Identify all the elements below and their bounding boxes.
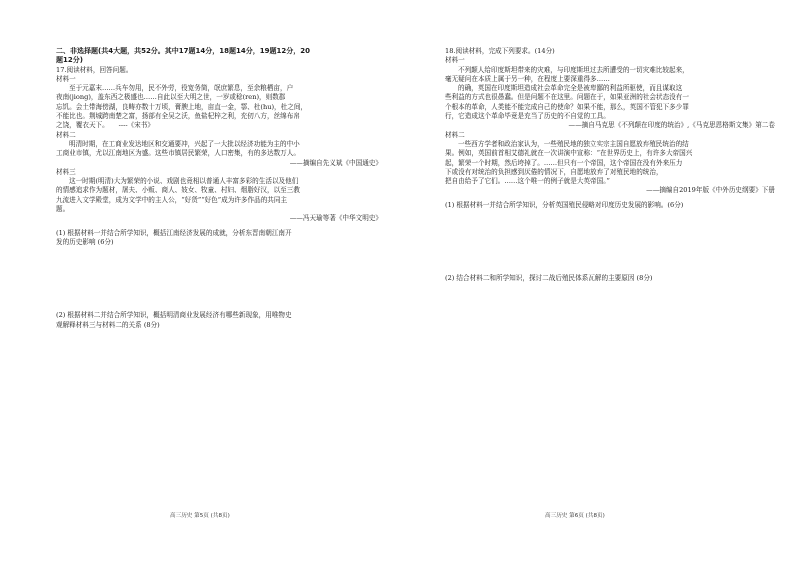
- material-2-line: 把自由给予了它们。……这个唯一的例子就是大英帝国。”: [445, 177, 610, 186]
- material-3-line: 这一时期(明清)大为繁荣的小说、戏剧也竟相以普通人丰富多彩的生活以及他们: [69, 177, 299, 186]
- material-1-label: 材料一: [445, 56, 465, 65]
- material-1-line: 行，它造成这个革命毕竟是充当了历史的不自觉的工具。: [445, 112, 610, 121]
- question-1-line: (1) 根据材料一并结合所学知识，概括江南经济发展的成就，分析东晋南朝江南开: [56, 228, 292, 237]
- page-6: [397, 0, 794, 561]
- q18-prompt: 18.阅读材料，完成下列要求。(14分): [445, 47, 555, 55]
- question-2-line: 观解释材料三与材料二的关系 (8分): [56, 320, 160, 329]
- question-1-line: (1) 根据材料一并结合所学知识，分析英国殖民侵略对印度历史发展的影响。(6分): [445, 200, 684, 209]
- material-3-source: ——冯天瑜等著《中华文明史》: [289, 214, 382, 223]
- material-2-label: 材料二: [445, 130, 465, 139]
- material-1-line: 的确，英国在印度斯坦造成社会革命完全是被卑鄙的利益所驱使，而且谋取这: [458, 84, 683, 93]
- material-2-label: 材料二: [56, 130, 76, 139]
- section-title-line-1: 二、非选择题(共4大题，共52分。其中17题14分，18题14分，19题12分，20: [56, 47, 310, 55]
- question-2-line: (2) 根据材料二并结合所学知识，概括明清商业发展经济有哪些新现象，用唯物史: [56, 311, 292, 320]
- material-2-source: ——摘编自先义斌《中国通史》: [289, 158, 382, 167]
- material-2-line: 明清时期，在工商业发达地区和交通要冲，兴起了一大批以经济功能为主的中小: [69, 139, 300, 148]
- material-1-line: 毫无疑问在本质上属于另一种，在程度上要深重得多……: [445, 74, 610, 83]
- section-title-line-2: 题12分): [56, 56, 83, 65]
- material-1-line: 之饶，覆衣天下。 ----《宋书》: [56, 121, 154, 130]
- material-3-label: 材料三: [56, 167, 76, 176]
- material-2-line: 下或没有对统治的负担感到厌倦的情况下，自愿地放弃了对殖民地的统治，: [445, 167, 663, 176]
- material-2-line: 果。例如，英国前首相艾德礼就在一次讲演中宣称：“在世界历史上，有许多大帝国兴: [445, 149, 693, 158]
- material-3-line: 题。: [56, 205, 70, 214]
- question-1-line: 发的历史影响 (6分): [56, 237, 114, 246]
- left-column: [56, 47, 386, 330]
- material-1-line: 忘饥。会土带海傍湖，良畴亦数十万顷，膏腴上地，亩直一金，鄠、杜(hu)，杜之间，: [56, 102, 308, 111]
- material-1-line: 夜南(jiong)，盖东西之极盛也……自此以至大明之世，一岁或稔(ren)，则数郡: [56, 93, 286, 102]
- question-2-line: (2) 结合材料二和所学知识，探讨二战后殖民体系瓦解的主要原因 (8分): [445, 274, 653, 283]
- page-footer: 高三历史 第5页 (共8页): [170, 513, 230, 519]
- material-1-line: 至于元嘉末……兵车勿用，民不外劳，役宽务简，氓庶繁息，至余粮栖亩，户: [69, 84, 294, 93]
- material-1-line: 不列颠人给印度斯坦带来的灾难，与印度斯坦过去所遭受的一切灾难比较起来，: [458, 65, 689, 74]
- material-2-line: 工商业市镇，尤以江南地区为盛。这些市镇居民繁荣，人口密集，有的多达数万人。: [56, 149, 300, 158]
- material-1-line: 不能比也。荆城跨南楚之富，扬部有全吴之沃，鱼盐杞梓之利，充仞八方，丝绵布帛: [56, 112, 300, 121]
- material-2-line: 一些西方学者和政治家认为，一些殖民地的独立实宗主国自愿放弃殖民统治的结: [458, 139, 689, 148]
- material-3-line: 的情感追求作为题材，屠夫、小贩、商人、妓女、牧童、村妇、烟脂好汉，以至三教: [56, 186, 300, 195]
- right-column: [445, 47, 779, 283]
- material-2-source: ——摘编自2019年版《中外历史纲要》下册: [646, 186, 775, 195]
- q17-prompt: 17.阅读材料，回答问题。: [56, 65, 133, 74]
- material-2-line: 起，繁荣一个时期，然后垮掉了。……但只有一个帝国，这个帝国在没有外来压力: [445, 158, 683, 167]
- material-3-line: 九流进入文学殿堂，成为文学中的主人公，“好货”“好色”成为许多作品的共同主: [56, 195, 288, 204]
- material-1-line: 些利益的方式也很愚蠢。但是问题不在这里。问题在于，如果亚洲的社会状态没有一: [445, 93, 689, 102]
- material-1-source: ——摘自马克思《不列颠在印度的统治》,《马克思恩格斯文集》第二卷: [568, 121, 775, 130]
- material-1-line: 个根本的革命，人类能不能完成自己的使命？如果不能，那么，英国不管犯下多少罪: [445, 102, 689, 111]
- page-footer: 高三历史 第6页 (共8页): [545, 513, 605, 519]
- material-1-label: 材料一: [56, 74, 76, 83]
